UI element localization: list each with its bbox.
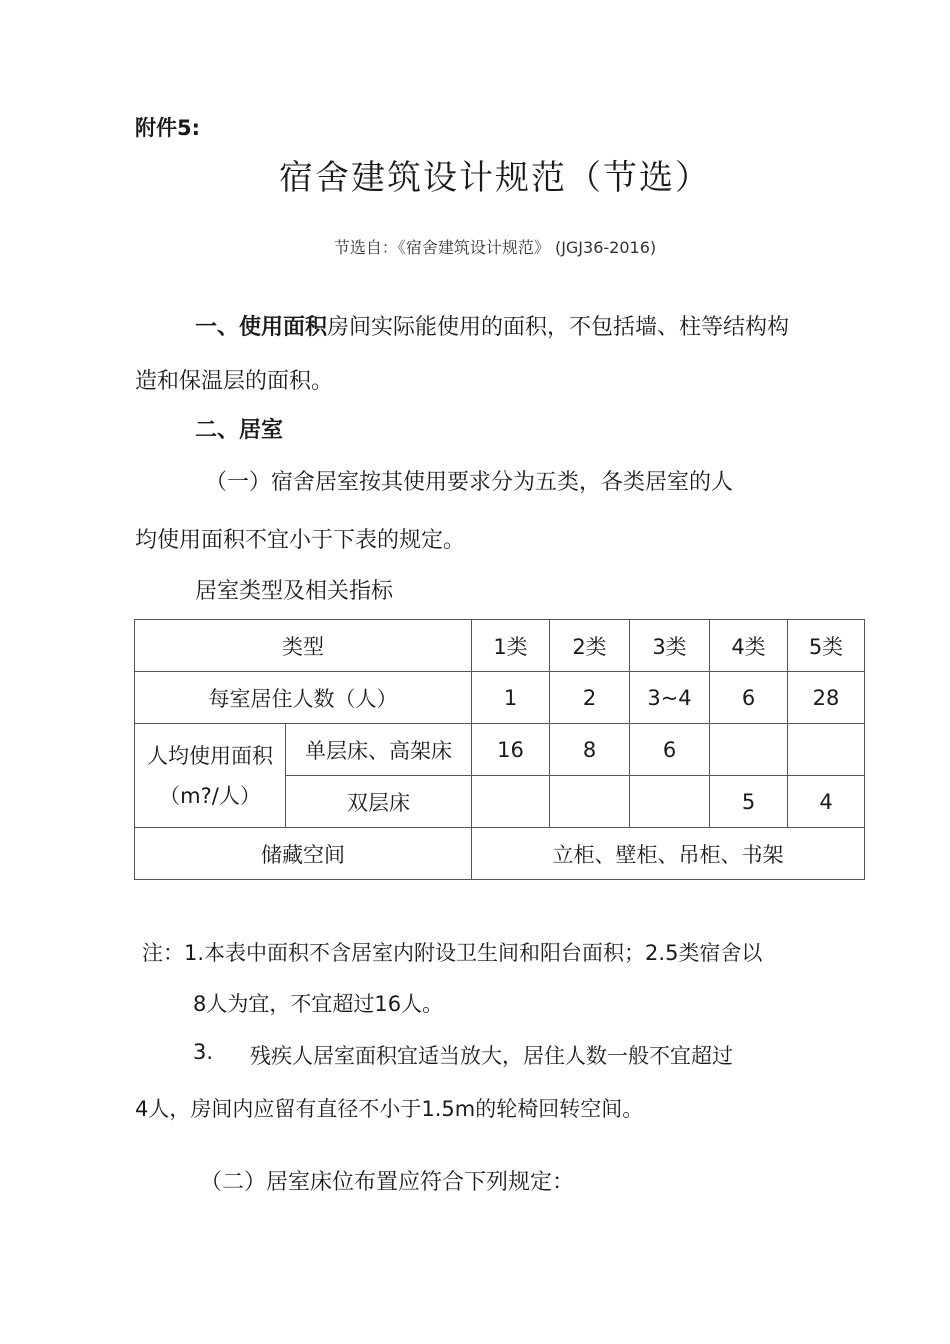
section1-text-cont: 造和保温层的面积。 [135,369,334,394]
note-line-4: 4人，房间内应留有直径不小于1.5m的轮椅回转空间。 [135,1097,644,1121]
persons-class-1: 1 [472,672,550,724]
section2-heading: 二、居室 [195,418,284,443]
persons-label-cell: 每室居住人数（人） [135,672,472,724]
table-row-header [135,620,865,672]
double-class-3 [630,776,710,828]
header-type-cell: 类型 [135,620,472,672]
section2-item1-cont: 均使用面积不宜小于下表的规定。 [135,528,466,553]
document-title: 宿舍建筑设计规范（节选） [279,158,711,198]
section2-item2: （二）居室床位布置应符合下列规定： [200,1170,575,1195]
persons-class-4: 6 [710,672,788,724]
header-class-5: 5类 [788,620,865,672]
section1-paragraph [195,310,789,341]
persons-class-3: 3~4 [630,672,710,724]
storage-label-cell: 储藏空间 [135,828,472,880]
storage-value-cell: 立柜、壁柜、吊柜、书架 [472,828,865,880]
area-label-cell: 人均使用面积（m?/人） [135,724,286,828]
header-class-2: 2类 [550,620,630,672]
note-line-3: 残疾人居室面积宜适当放大，居住人数一般不宜超过 [250,1044,733,1068]
note-line-2: 8人为宜，不宜超过16人。 [193,992,444,1016]
double-class-1 [472,776,550,828]
double-class-2 [550,776,630,828]
single-class-4 [710,724,788,776]
section2-item1: （一）宿舍居室按其使用要求分为五类，各类居室的人 [205,470,734,495]
note-line-1: 注：1.本表中面积不含居室内附设卫生间和阳台面积；2.5类宿舍以 [142,941,763,965]
double-bed-label: 双层床 [286,776,472,828]
single-class-2: 8 [550,724,630,776]
single-bed-label: 单层床、高架床 [286,724,472,776]
source-citation: 节选自：《宿舍建筑设计规范》 (JGJ36-2016) [333,238,657,257]
double-class-4: 5 [710,776,788,828]
persons-class-5: 28 [788,672,865,724]
table-row-storage [135,828,865,880]
note-item-3-number: 3. [193,1040,214,1064]
header-class-4: 4类 [710,620,788,672]
room-type-table [134,619,865,880]
header-class-3: 3类 [630,620,710,672]
single-class-3: 6 [630,724,710,776]
double-class-5: 4 [788,776,865,828]
attachment-label: 附件5: [135,116,201,140]
persons-class-2: 2 [550,672,630,724]
table-caption: 居室类型及相关指标 [195,579,394,604]
table-row-area-single [135,724,865,776]
single-class-5 [788,724,865,776]
section1-heading: 一、使用面积 [195,315,328,340]
section1-text: 房间实际能使用的面积，不包括墙、柱等结构构 [327,315,790,340]
header-class-1: 1类 [472,620,550,672]
table-row-persons [135,672,865,724]
single-class-1: 16 [472,724,550,776]
